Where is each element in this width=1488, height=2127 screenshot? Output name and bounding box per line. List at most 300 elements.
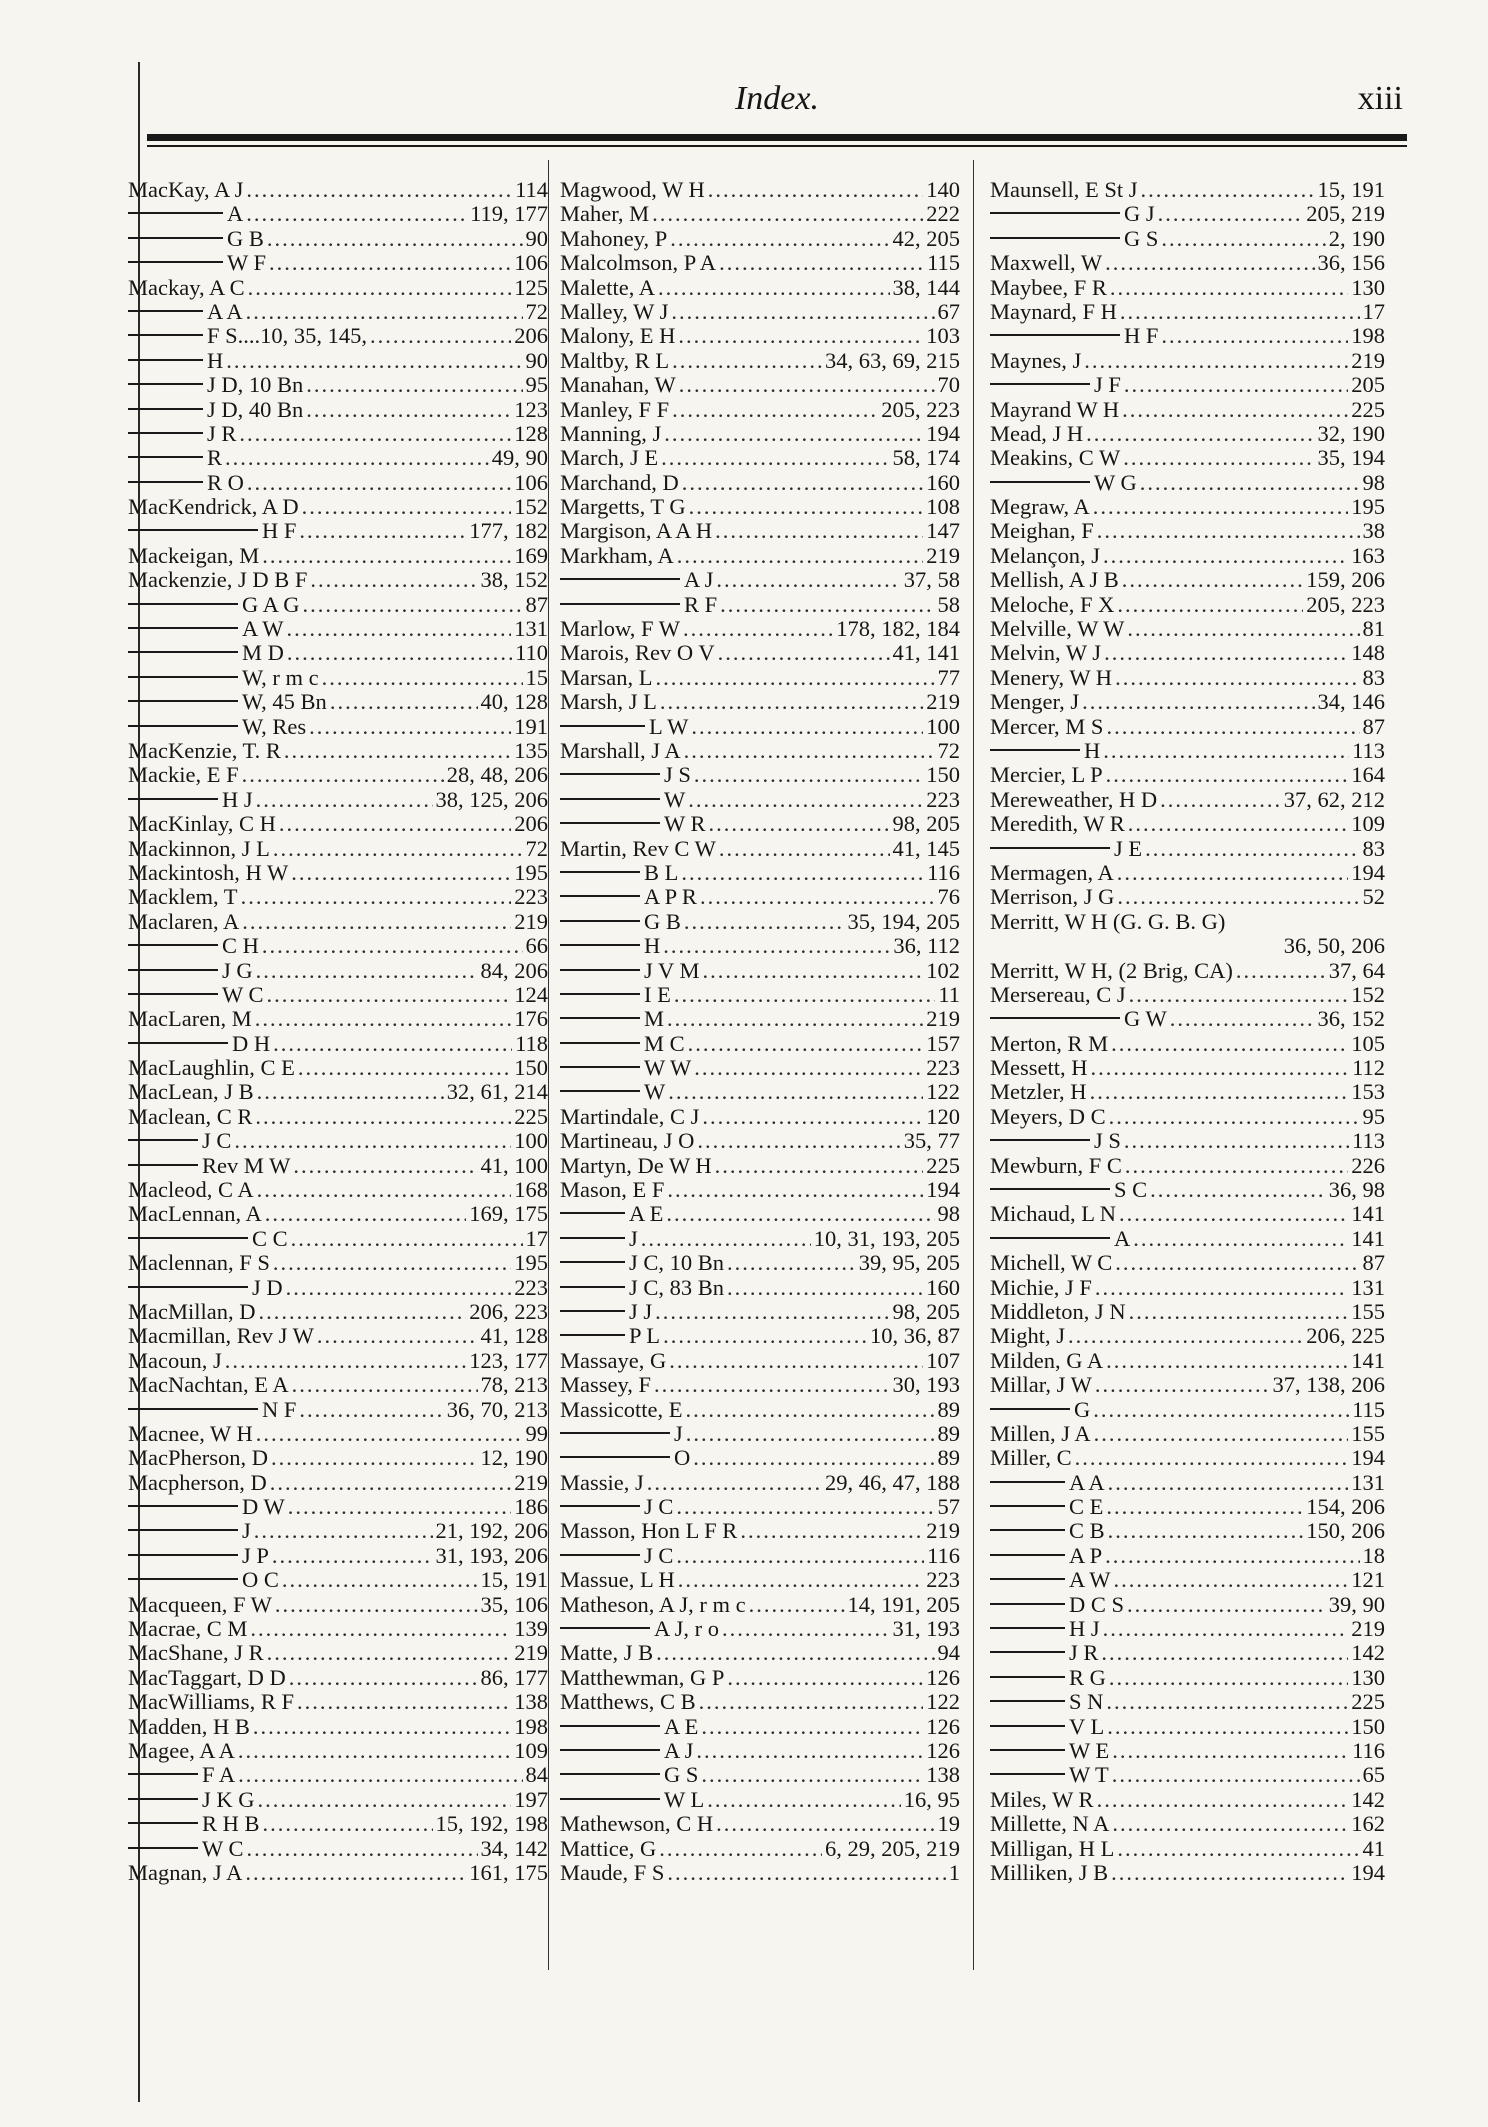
entry-pages: 194 bbox=[1351, 1859, 1385, 1885]
entry-name: MacWilliams, R F bbox=[128, 1689, 294, 1715]
dot-leader bbox=[263, 1812, 433, 1836]
ditto-dash bbox=[128, 1554, 238, 1556]
dot-leader bbox=[1097, 519, 1360, 543]
ditto-dash bbox=[990, 749, 1080, 751]
dot-leader bbox=[666, 1202, 934, 1226]
dot-leader bbox=[1113, 1568, 1348, 1592]
entry-pages: 154, 206 bbox=[1306, 1494, 1385, 1520]
entry-name: Marchand, D bbox=[560, 469, 679, 495]
entry-name: Markham, A bbox=[560, 542, 674, 568]
entry-pages: 32, 61, 214 bbox=[446, 1079, 548, 1105]
dot-leader bbox=[679, 373, 935, 397]
entry-name: W bbox=[664, 786, 686, 812]
index-entry bbox=[128, 1373, 548, 1397]
index-entry bbox=[128, 788, 548, 812]
index-entry bbox=[990, 1471, 1385, 1495]
entry-pages: 141 bbox=[1351, 1201, 1385, 1227]
dot-leader bbox=[1123, 446, 1314, 470]
index-entry bbox=[990, 1715, 1385, 1739]
dot-leader bbox=[1115, 1251, 1359, 1275]
ditto-dash bbox=[990, 1017, 1120, 1019]
entry-pages: 206 bbox=[514, 323, 548, 349]
entry-pages: 36, 50, 206 bbox=[1283, 933, 1385, 959]
entry-pages: 112 bbox=[1352, 1055, 1385, 1081]
entry-name: MacLean, J B bbox=[128, 1079, 254, 1105]
ditto-dash bbox=[128, 1237, 248, 1239]
index-entry bbox=[560, 788, 960, 812]
dot-leader bbox=[1075, 1446, 1349, 1470]
entry-pages: 98, 205 bbox=[892, 1298, 960, 1324]
dot-leader bbox=[250, 1617, 511, 1641]
ditto-dash bbox=[128, 1408, 258, 1410]
entry-name: H bbox=[644, 933, 661, 959]
index-entry bbox=[990, 1276, 1385, 1300]
index-entry bbox=[990, 568, 1385, 592]
index-entry bbox=[128, 1105, 548, 1129]
index-entry bbox=[990, 1300, 1385, 1324]
dot-leader bbox=[302, 495, 512, 519]
entry-name: March, J E bbox=[560, 445, 659, 471]
entry-pages: 126 bbox=[926, 1664, 960, 1690]
entry-pages: 195 bbox=[514, 1250, 548, 1276]
index-entry bbox=[560, 1056, 960, 1080]
entry-name: D C S bbox=[1069, 1591, 1125, 1617]
dot-leader bbox=[262, 544, 511, 568]
entry-pages: 110 bbox=[515, 640, 548, 666]
entry-name: Mahoney, P bbox=[560, 225, 668, 251]
entry-name: Maybee, F R bbox=[990, 274, 1107, 300]
entry-name: Mercer, M S bbox=[990, 713, 1104, 739]
ditto-dash bbox=[128, 725, 238, 727]
dot-leader bbox=[292, 1373, 478, 1397]
entry-name: G W bbox=[1124, 1006, 1167, 1032]
entry-pages: 194 bbox=[1351, 859, 1385, 885]
ditto-dash bbox=[128, 1286, 248, 1288]
index-entry bbox=[560, 934, 960, 958]
ditto-dash bbox=[128, 359, 203, 361]
entry-name: MacKendrick, A D bbox=[128, 494, 299, 520]
ditto-dash bbox=[560, 871, 640, 873]
ditto-dash bbox=[560, 1212, 625, 1214]
entry-pages: 49, 90 bbox=[491, 445, 548, 471]
entry-pages: 126 bbox=[926, 1738, 960, 1763]
entry-name: Messett, H bbox=[990, 1055, 1088, 1081]
dot-leader bbox=[671, 300, 934, 324]
dot-leader bbox=[715, 1154, 924, 1178]
dot-leader bbox=[681, 861, 924, 885]
index-entry bbox=[990, 1763, 1385, 1787]
entry-pages: 57 bbox=[937, 1494, 960, 1520]
index-entry bbox=[560, 178, 960, 202]
dot-leader bbox=[1145, 837, 1359, 861]
ditto-dash bbox=[560, 1310, 625, 1312]
dot-leader bbox=[702, 1105, 923, 1129]
entry-pages: 67 bbox=[937, 298, 960, 324]
entry-pages: 12, 190 bbox=[480, 1445, 548, 1471]
entry-pages: 113 bbox=[1352, 1128, 1385, 1154]
entry-name: Milligan, H L bbox=[990, 1835, 1115, 1861]
entry-name: Margetts, T G bbox=[560, 494, 686, 520]
ditto-dash bbox=[560, 1505, 640, 1507]
entry-pages: 52 bbox=[1362, 884, 1385, 910]
index-entry bbox=[560, 1690, 960, 1714]
entry-name: J C bbox=[202, 1128, 232, 1154]
index-entry bbox=[128, 1763, 548, 1787]
index-entry bbox=[560, 1666, 960, 1690]
entry-pages: 157 bbox=[926, 1030, 960, 1056]
entry-pages: 161, 175 bbox=[469, 1859, 548, 1885]
dot-leader bbox=[674, 983, 935, 1007]
entry-name: C H bbox=[222, 933, 259, 959]
dot-leader bbox=[1093, 1398, 1349, 1422]
entry-name: Milden, G A bbox=[990, 1347, 1104, 1373]
entry-name: W, Res bbox=[242, 713, 307, 739]
ditto-dash bbox=[990, 1749, 1065, 1751]
index-entry bbox=[128, 544, 548, 568]
entry-pages: 109 bbox=[514, 1738, 548, 1763]
entry-name: Matthewman, G P bbox=[560, 1664, 725, 1690]
entry-name: Mackeigan, M bbox=[128, 542, 260, 568]
index-entry bbox=[990, 324, 1385, 348]
index-entry bbox=[560, 983, 960, 1007]
index-entry bbox=[128, 763, 548, 787]
entry-name: H J bbox=[1069, 1616, 1100, 1642]
dot-leader bbox=[1117, 593, 1303, 617]
index-entry bbox=[990, 1080, 1385, 1104]
index-entry bbox=[128, 519, 548, 543]
index-entry bbox=[128, 1276, 548, 1300]
dot-leader bbox=[1111, 1861, 1348, 1885]
ditto-dash bbox=[560, 969, 640, 971]
entry-name: H J bbox=[222, 786, 253, 812]
index-entry bbox=[990, 812, 1385, 836]
index-entry bbox=[560, 1007, 960, 1031]
dot-leader bbox=[286, 617, 511, 641]
dot-leader bbox=[1086, 422, 1314, 446]
dot-leader bbox=[310, 568, 477, 592]
index-entry bbox=[990, 593, 1385, 617]
ditto-dash bbox=[128, 529, 258, 531]
dot-leader bbox=[684, 739, 935, 763]
index-entry bbox=[560, 1617, 960, 1641]
entry-name: Middleton, J N bbox=[990, 1298, 1126, 1324]
dot-leader bbox=[1094, 1422, 1349, 1446]
ditto-dash bbox=[560, 773, 660, 775]
index-entry bbox=[990, 1251, 1385, 1275]
entry-name: J S bbox=[664, 762, 691, 788]
entry-name: Maynard, F H bbox=[990, 298, 1117, 324]
dot-leader bbox=[309, 715, 511, 739]
ditto-dash bbox=[128, 383, 203, 385]
entry-name: J D bbox=[252, 1274, 283, 1300]
ditto-dash bbox=[560, 603, 680, 605]
entry-pages: 164 bbox=[1351, 762, 1385, 788]
index-entry bbox=[128, 227, 548, 251]
entry-name: Mathewson, C H bbox=[560, 1811, 714, 1837]
index-entry bbox=[560, 1593, 960, 1617]
dot-leader bbox=[298, 1056, 511, 1080]
entry-name: Meakins, C W bbox=[990, 445, 1121, 471]
ditto-dash bbox=[128, 1505, 238, 1507]
index-entry bbox=[560, 1495, 960, 1519]
dot-leader bbox=[1141, 178, 1315, 202]
index-entry bbox=[990, 1544, 1385, 1568]
dot-leader bbox=[1103, 1617, 1349, 1641]
dot-leader bbox=[255, 1007, 512, 1031]
index-entry bbox=[128, 593, 548, 617]
ditto-dash bbox=[128, 627, 238, 629]
entry-name: Martin, Rev C W bbox=[560, 835, 716, 861]
index-entry bbox=[128, 983, 548, 1007]
entry-pages: 2, 190 bbox=[1328, 225, 1385, 251]
entry-pages: 15, 191 bbox=[480, 1567, 548, 1593]
entry-name: Magnan, J A bbox=[128, 1859, 243, 1885]
entry-pages: 148 bbox=[1351, 640, 1385, 666]
index-entry bbox=[990, 1032, 1385, 1056]
entry-pages: 37, 62, 212 bbox=[1283, 786, 1385, 812]
entry-name: G J bbox=[1124, 201, 1155, 227]
dot-leader bbox=[686, 1422, 935, 1446]
entry-name: Macleod, C A bbox=[128, 1177, 254, 1203]
entry-pages: 100 bbox=[926, 713, 960, 739]
index-entry bbox=[560, 1398, 960, 1422]
dot-leader bbox=[1107, 1715, 1348, 1739]
ditto-dash bbox=[560, 1627, 650, 1629]
dot-leader bbox=[1170, 1007, 1315, 1031]
index-entry bbox=[128, 324, 548, 348]
entry-pages: 169, 175 bbox=[469, 1201, 548, 1227]
index-entry bbox=[990, 373, 1385, 397]
dot-leader bbox=[238, 1739, 511, 1763]
entry-pages: 160 bbox=[926, 1274, 960, 1300]
index-entry bbox=[560, 471, 960, 495]
dot-leader bbox=[667, 1007, 923, 1031]
entry-name: MacKenzie, T. R bbox=[128, 737, 281, 763]
entry-pages: 116 bbox=[927, 1542, 960, 1568]
entry-name: Millette, N A bbox=[990, 1811, 1110, 1837]
dot-leader bbox=[1109, 1666, 1348, 1690]
entry-name: A P R bbox=[644, 884, 697, 910]
entry-pages: 41, 128 bbox=[480, 1323, 548, 1349]
index-entry bbox=[990, 202, 1385, 226]
index-entry bbox=[990, 666, 1385, 690]
dot-leader bbox=[1124, 373, 1348, 397]
dot-leader bbox=[663, 934, 890, 958]
entry-name: MacLaren, M bbox=[128, 1006, 252, 1032]
dot-leader bbox=[727, 1666, 923, 1690]
entry-pages: 219 bbox=[1351, 1616, 1385, 1642]
entry-pages: 223 bbox=[926, 786, 960, 812]
index-entry bbox=[128, 1154, 548, 1178]
entry-name: W L bbox=[664, 1786, 705, 1812]
index-entry bbox=[560, 1324, 960, 1348]
dot-leader bbox=[245, 1861, 466, 1885]
dot-leader bbox=[685, 1398, 934, 1422]
dot-leader bbox=[720, 593, 934, 617]
entry-name: MacTaggart, D D bbox=[128, 1664, 286, 1690]
entry-name: MacPherson, D bbox=[128, 1445, 268, 1471]
dot-leader bbox=[254, 1519, 433, 1543]
index-entry bbox=[128, 1837, 548, 1861]
dot-leader bbox=[287, 641, 512, 665]
index-entry bbox=[128, 446, 548, 470]
entry-pages: 130 bbox=[1351, 274, 1385, 300]
ditto-dash bbox=[990, 334, 1120, 336]
entry-pages: 35, 194 bbox=[1317, 445, 1385, 471]
entry-pages: 36, 156 bbox=[1317, 250, 1385, 276]
index-entry bbox=[560, 910, 960, 934]
ditto-dash bbox=[990, 1700, 1065, 1702]
entry-name: Mermagen, A bbox=[990, 859, 1114, 885]
entry-name: Meredith, W R bbox=[990, 811, 1125, 837]
entry-name: Meighan, F bbox=[990, 518, 1094, 544]
dot-leader bbox=[1129, 1300, 1349, 1324]
entry-pages: 223 bbox=[514, 884, 548, 910]
entry-pages: 84, 206 bbox=[480, 957, 548, 983]
index-entry bbox=[560, 1422, 960, 1446]
entry-pages: 150 bbox=[1351, 1713, 1385, 1739]
index-entry bbox=[560, 1568, 960, 1592]
header-rule-thin bbox=[147, 145, 1407, 147]
dot-leader bbox=[1082, 690, 1314, 714]
entry-pages: 95 bbox=[525, 372, 548, 398]
dot-leader bbox=[672, 398, 878, 422]
dot-leader bbox=[242, 910, 511, 934]
dot-leader bbox=[246, 178, 512, 202]
entry-pages: 163 bbox=[1351, 542, 1385, 568]
entry-name: J D, 40 Bn bbox=[207, 396, 304, 422]
dot-leader bbox=[682, 471, 924, 495]
ditto-dash bbox=[560, 944, 640, 946]
entry-name: F S....10, 35, 145, bbox=[207, 323, 368, 349]
entry-name: Massaye, G bbox=[560, 1347, 667, 1373]
ditto-dash bbox=[128, 310, 203, 312]
entry-name: Miles, W R bbox=[990, 1786, 1094, 1812]
dot-leader bbox=[1105, 251, 1314, 275]
entry-name: Maclaren, A bbox=[128, 908, 240, 934]
entry-name: J bbox=[242, 1518, 251, 1544]
dot-leader bbox=[246, 1837, 477, 1861]
entry-pages: 14, 191, 205 bbox=[847, 1591, 960, 1617]
dot-leader bbox=[1106, 715, 1359, 739]
dot-leader bbox=[716, 1812, 934, 1836]
dot-leader bbox=[297, 1690, 511, 1714]
index-entry bbox=[128, 861, 548, 885]
index-column-1 bbox=[128, 178, 548, 1885]
dot-leader bbox=[1106, 1690, 1348, 1714]
index-entry bbox=[560, 959, 960, 983]
entry-pages: 152 bbox=[514, 494, 548, 520]
index-entry bbox=[128, 1422, 548, 1446]
entry-pages: 131 bbox=[514, 616, 548, 642]
entry-name: Mercier, L P bbox=[990, 762, 1103, 788]
index-entry bbox=[128, 1446, 548, 1470]
entry-pages: 1 bbox=[948, 1859, 960, 1885]
entry-name: I E bbox=[644, 981, 671, 1007]
entry-pages: 18 bbox=[1362, 1542, 1385, 1568]
dot-leader bbox=[241, 885, 512, 909]
entry-pages: 115 bbox=[1352, 1396, 1385, 1422]
ditto-dash bbox=[560, 822, 660, 824]
entry-name: J F bbox=[1094, 372, 1121, 398]
ditto-dash bbox=[560, 895, 640, 897]
dot-leader bbox=[647, 1471, 822, 1495]
index-entry bbox=[560, 1202, 960, 1226]
index-entry bbox=[560, 617, 960, 641]
dot-leader bbox=[719, 251, 924, 275]
entry-pages: 219 bbox=[1351, 347, 1385, 373]
entry-pages: 109 bbox=[1351, 811, 1385, 837]
entry-name: Macqueen, F W bbox=[128, 1591, 272, 1617]
ditto-dash bbox=[128, 944, 218, 946]
index-entry bbox=[560, 276, 960, 300]
index-entry bbox=[560, 495, 960, 519]
entry-pages: 118 bbox=[515, 1030, 548, 1056]
index-entry bbox=[128, 1861, 548, 1885]
dot-leader bbox=[715, 519, 923, 543]
ditto-dash bbox=[128, 676, 238, 678]
index-entry bbox=[128, 1812, 548, 1836]
index-entry bbox=[128, 1032, 548, 1056]
index-column-3 bbox=[990, 178, 1385, 1885]
entry-pages: 32, 190 bbox=[1317, 420, 1385, 446]
entry-name: Maynes, J bbox=[990, 347, 1082, 373]
entry-pages: 41, 141 bbox=[892, 640, 960, 666]
entry-name: A bbox=[227, 201, 244, 227]
entry-name: Melvin, W J bbox=[990, 640, 1102, 666]
entry-pages: 15, 191 bbox=[1317, 177, 1385, 202]
entry-pages: 28, 48, 206 bbox=[446, 762, 548, 788]
dot-leader bbox=[1119, 1202, 1348, 1226]
dot-leader bbox=[248, 276, 512, 300]
entry-pages: 83 bbox=[1362, 835, 1385, 861]
entry-name: Masson, Hon L F R bbox=[560, 1518, 738, 1544]
entry-pages: 178, 182, 184 bbox=[836, 616, 960, 642]
entry-pages: 107 bbox=[926, 1347, 960, 1373]
entry-name: Merritt, W H (G. G. B. G) bbox=[990, 908, 1226, 934]
entry-pages: 105 bbox=[1351, 1030, 1385, 1056]
index-entry bbox=[128, 1593, 548, 1617]
entry-name: C E bbox=[1069, 1494, 1104, 1520]
index-entry bbox=[990, 1519, 1385, 1543]
index-entry bbox=[128, 1129, 548, 1153]
ditto-dash bbox=[560, 1725, 660, 1727]
index-entry bbox=[128, 1178, 548, 1202]
dot-leader bbox=[246, 202, 467, 226]
dot-leader bbox=[256, 1422, 523, 1446]
dot-leader bbox=[1117, 1837, 1359, 1861]
entry-pages: 206 bbox=[514, 811, 548, 837]
ditto-dash bbox=[990, 1578, 1065, 1580]
index-entry bbox=[128, 349, 548, 373]
entry-name: H bbox=[1084, 737, 1101, 763]
entry-name: Menger, J bbox=[990, 689, 1080, 715]
entry-name: Manning, J bbox=[560, 420, 662, 446]
entry-pages: 198 bbox=[1351, 323, 1385, 349]
entry-pages: 219 bbox=[926, 542, 960, 568]
dot-leader bbox=[1122, 398, 1348, 422]
entry-name: Michie, J F bbox=[990, 1274, 1092, 1300]
index-entry bbox=[560, 739, 960, 763]
ditto-dash bbox=[128, 1822, 198, 1824]
ditto-dash bbox=[128, 603, 238, 605]
entry-pages: 138 bbox=[514, 1689, 548, 1715]
index-entry bbox=[560, 300, 960, 324]
dot-leader bbox=[670, 227, 889, 251]
entry-pages: 36, 152 bbox=[1317, 1006, 1385, 1032]
dot-leader bbox=[1090, 1080, 1349, 1104]
entry-pages: 34, 146 bbox=[1317, 689, 1385, 715]
